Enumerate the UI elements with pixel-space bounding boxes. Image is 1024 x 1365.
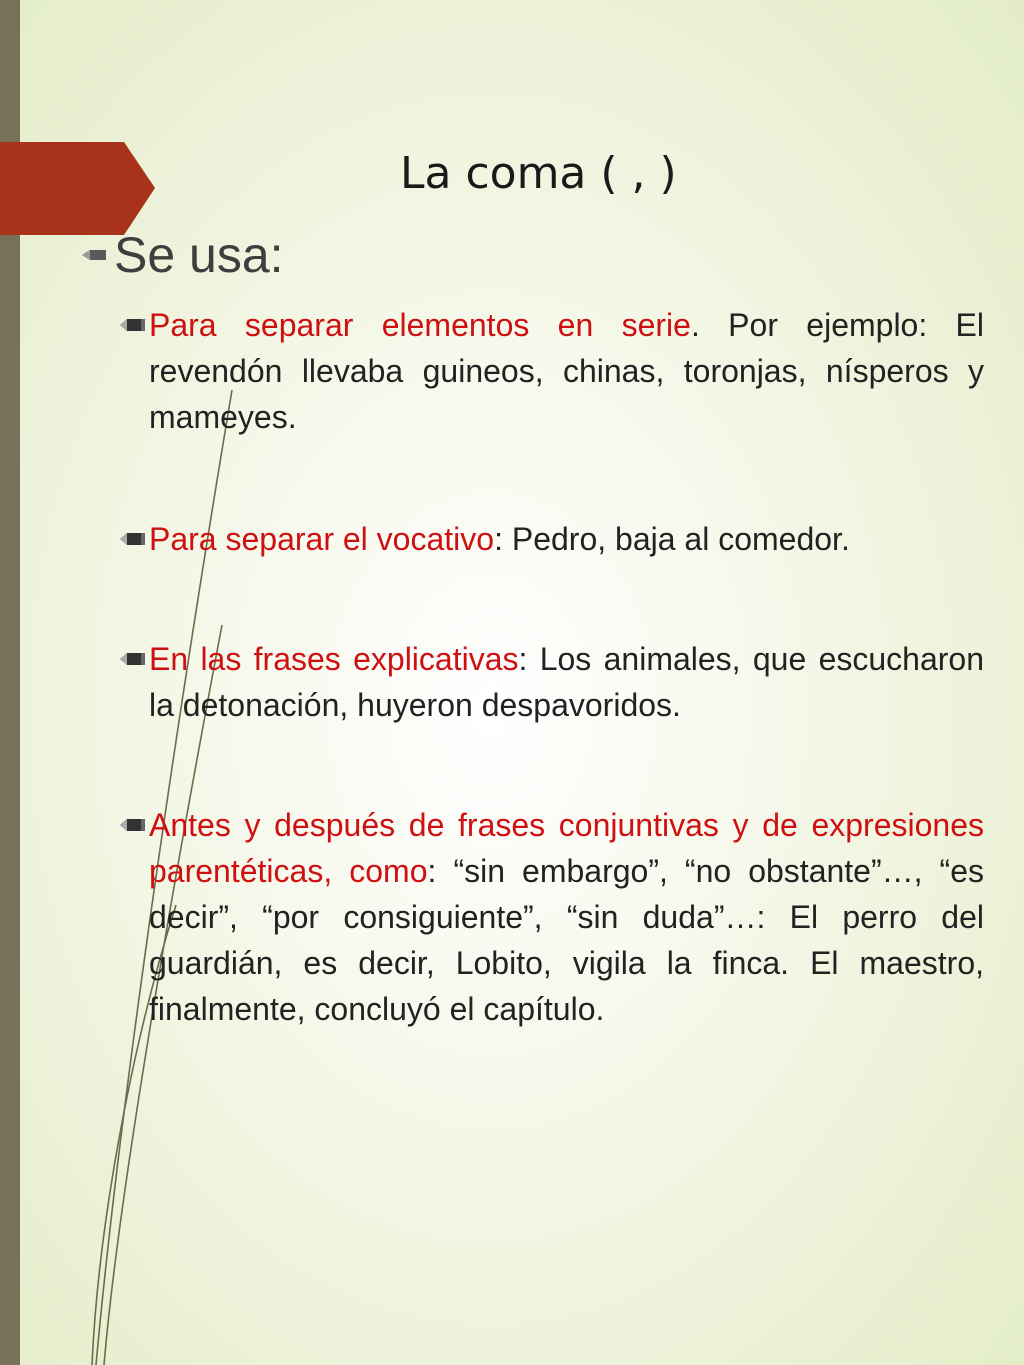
pencil-icon: [119, 815, 146, 835]
item-highlight: En las frases explicativas: [149, 641, 519, 677]
item-highlight: Para separar elementos en serie: [149, 307, 691, 343]
list-item: [118, 516, 984, 562]
slide-title: La coma ( , ): [400, 148, 677, 199]
item-highlight: Antes y después de frases conjuntivas y de expresiones parentéticas, como: [149, 807, 984, 889]
accent-tab: [0, 142, 155, 235]
heading-row: [80, 226, 284, 284]
item-highlight: Para separar el vocativo: [149, 521, 495, 557]
item-text: : Pedro, baja al comedor.: [494, 521, 850, 557]
list-item: [118, 636, 984, 728]
item-text: : Los animales, que escucharon la detonación, huyeron despavoridos.: [149, 641, 985, 723]
pencil-icon: [119, 649, 146, 669]
slide-heading: Se usa:: [114, 227, 284, 283]
pencil-icon: [119, 315, 146, 335]
pencil-icon: [119, 529, 146, 549]
item-text: : “sin embargo”, “no obstante”…, “es decir”, “por consiguiente”, “sin duda”…: El perro del guardián, es decir, Lobito, vigila la finca. El maestro, finalmente, concluyó el capítulo.: [149, 853, 985, 1027]
list-item: [118, 802, 984, 1032]
list-item: [118, 302, 984, 440]
item-text: . Por ejemplo: El revendón llevaba guineos, chinas, toronjas, nísperos y mameyes.: [149, 307, 985, 435]
pencil-icon: [80, 240, 110, 270]
bullet-list: [118, 302, 984, 1032]
